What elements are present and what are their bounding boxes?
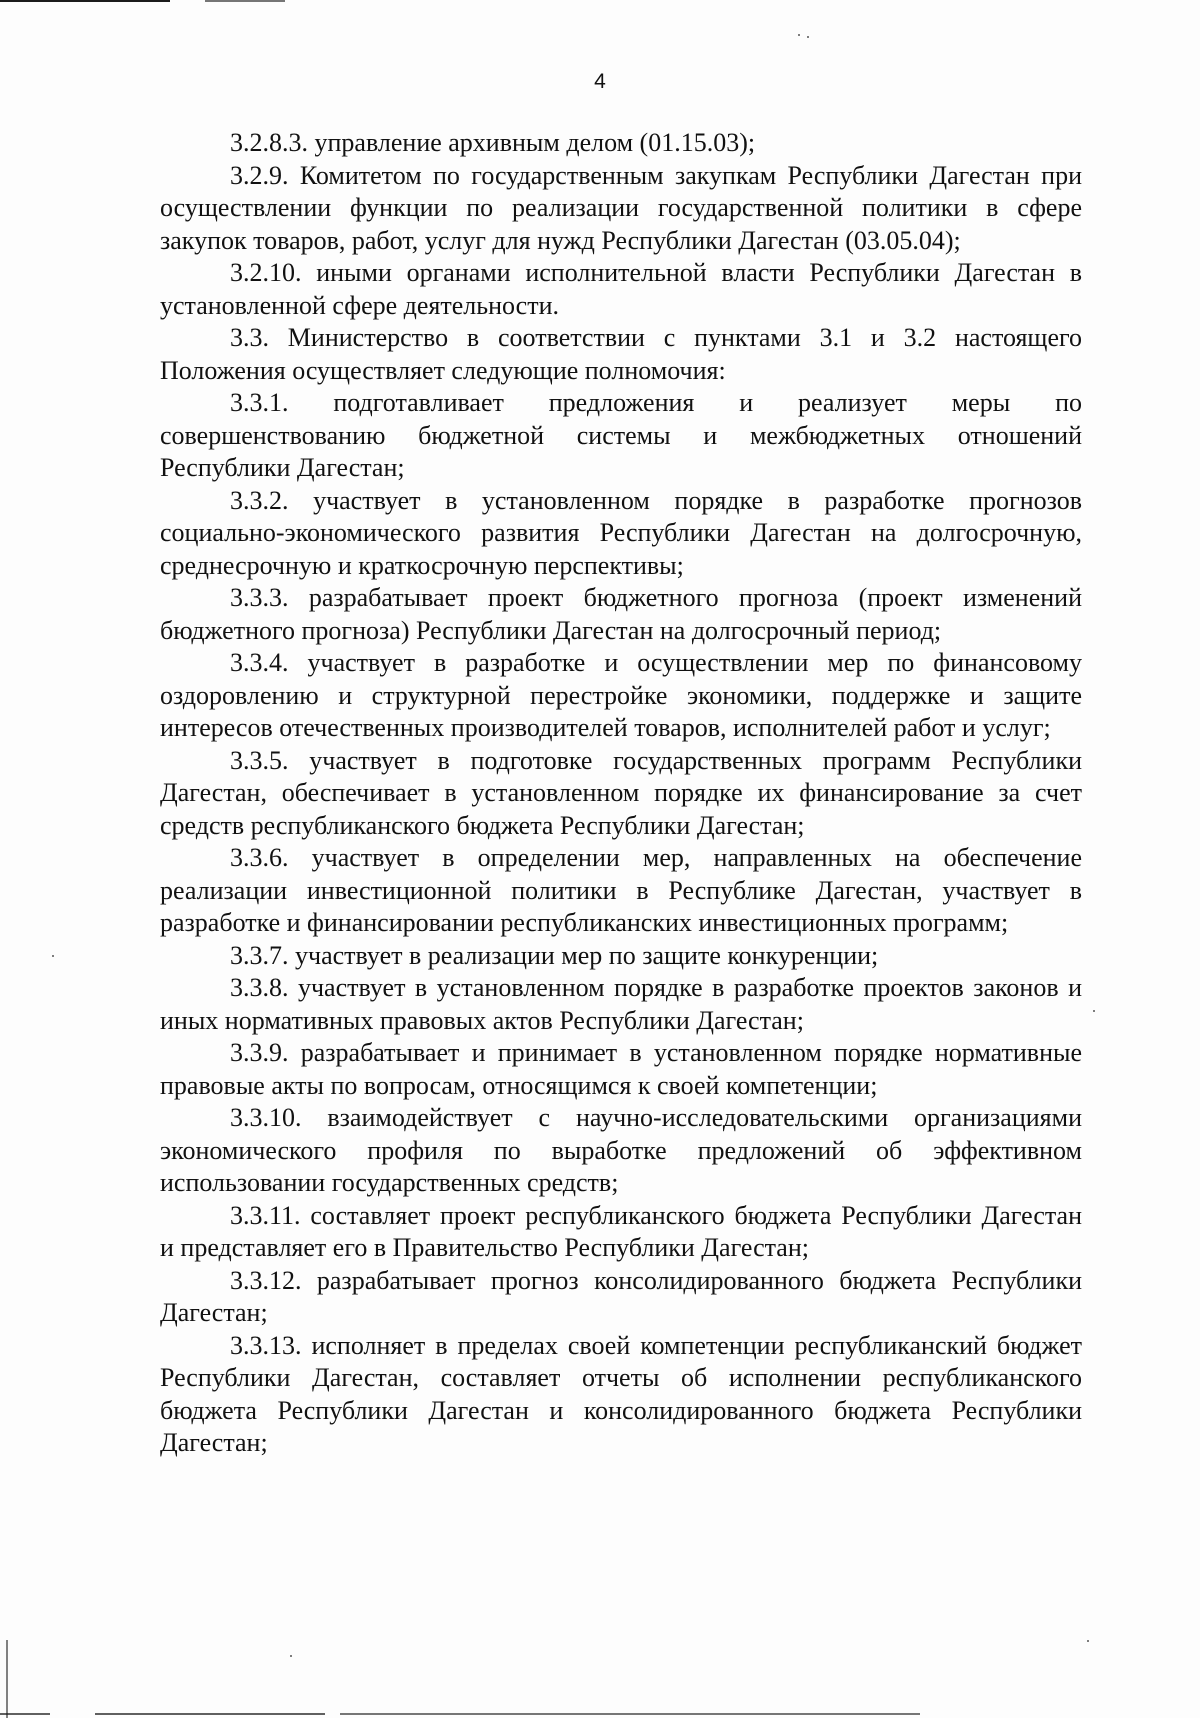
scan-edge-mark bbox=[0, 0, 170, 2]
scan-edge-mark bbox=[6, 1640, 8, 1718]
paragraph-3-3-7: 3.3.7. участвует в реализации мер по защите конкуренции; bbox=[230, 940, 879, 970]
paragraph-3-2-9: 3.2.9. Комитетом по государственным закупкам Республики Дагестан при осуществлении функции по реализации государственной политики в сфере закупок товаров, работ, услуг для нужд Республики Дагестан (03.05.04); bbox=[160, 160, 1082, 255]
paragraph-3-3-8: 3.3.8. участвует в установленном порядке в разработке проектов законов и иных нормативных правовых актов Республики Дагестан; bbox=[160, 973, 1082, 1035]
document-body bbox=[160, 127, 1082, 1460]
scan-speck bbox=[1087, 1640, 1089, 1642]
page-number: 4 bbox=[594, 70, 606, 93]
paragraph-3-2-8-3: 3.2.8.3. управление архивным делом (01.15.03); bbox=[230, 128, 756, 157]
paragraph-3-3: 3.3. Министерство в соответствии с пунктами 3.1 и 3.2 настоящего Положения осуществляет следующие полномочия: bbox=[160, 323, 1082, 385]
scan-speck bbox=[798, 34, 800, 36]
scan-edge-mark bbox=[205, 0, 285, 2]
paragraph-3-3-1: 3.3.1. подготавливает предложения и реализует меры по совершенствованию бюджетной системы и межбюджетных отношений Республики Дагестан; bbox=[160, 388, 1082, 482]
scan-edge-mark bbox=[0, 1713, 50, 1715]
paragraph-3-3-12: 3.3.12. разрабатывает прогноз консолидированного бюджета Республики Дагестан; bbox=[160, 1265, 1082, 1327]
paragraph-3-3-3: 3.3.3. разрабатывает проект бюджетного прогноза (проект изменений бюджетного прогноза) Республики Дагестан на долгосрочный период; bbox=[160, 583, 1082, 645]
paragraph-3-3-9: 3.3.9. разрабатывает и принимает в установленном порядке нормативные правовые акты по вопросам, относящимся к своей компетенции; bbox=[160, 1038, 1082, 1100]
scan-speck bbox=[290, 1655, 292, 1657]
paragraph-3-3-13: 3.3.13. исполняет в пределах своей компетенции республиканский бюджет Республики Дагестан, составляет отчеты об исполнении республиканского бюджета Республики Дагестан и консолидированного бюджета Республики Дагестан; bbox=[160, 1330, 1082, 1457]
scan-speck bbox=[807, 36, 809, 38]
scan-speck bbox=[1093, 1010, 1095, 1012]
paragraph-3-3-10: 3.3.10. взаимодействует с научно-исследовательскими организациями экономического профиля по выработке предложений об эффективном использовании государственных средств; bbox=[160, 1103, 1082, 1197]
paragraph-3-3-4: 3.3.4. участвует в разработке и осуществлении мер по финансовому оздоровлению и структурной перестройке экономики, поддержке и защите интересов отечественных производителей товаров, исполнителей работ и услуг; bbox=[160, 648, 1082, 742]
scan-edge-mark bbox=[340, 1713, 920, 1715]
scan-speck bbox=[52, 955, 54, 957]
scan-edge-mark bbox=[95, 1713, 325, 1715]
paragraph-3-3-2: 3.3.2. участвует в установленном порядке в разработке прогнозов социально-экономического развития Республики Дагестан на долгосрочную, среднесрочную и краткосрочную перспективы; bbox=[160, 485, 1082, 580]
paragraph-3-3-6: 3.3.6. участвует в определении мер, направленных на обеспечение реализации инвестиционной политики в Республике Дагестан, участвует в разработке и финансировании республиканских инвестиционных программ; bbox=[160, 843, 1082, 937]
paragraph-3-3-11: 3.3.11. составляет проект республиканского бюджета Республики Дагестан и представляет его в Правительство Республики Дагестан; bbox=[160, 1200, 1082, 1262]
paragraph-3-3-5: 3.3.5. участвует в подготовке государственных программ Республики Дагестан, обеспечивает в установленном порядке их финансирование за счет средств республиканского бюджета Республики Дагестан; bbox=[160, 745, 1082, 840]
paragraph-3-2-10: 3.2.10. иными органами исполнительной власти Республики Дагестан в установленной сфере деятельности. bbox=[160, 258, 1082, 320]
